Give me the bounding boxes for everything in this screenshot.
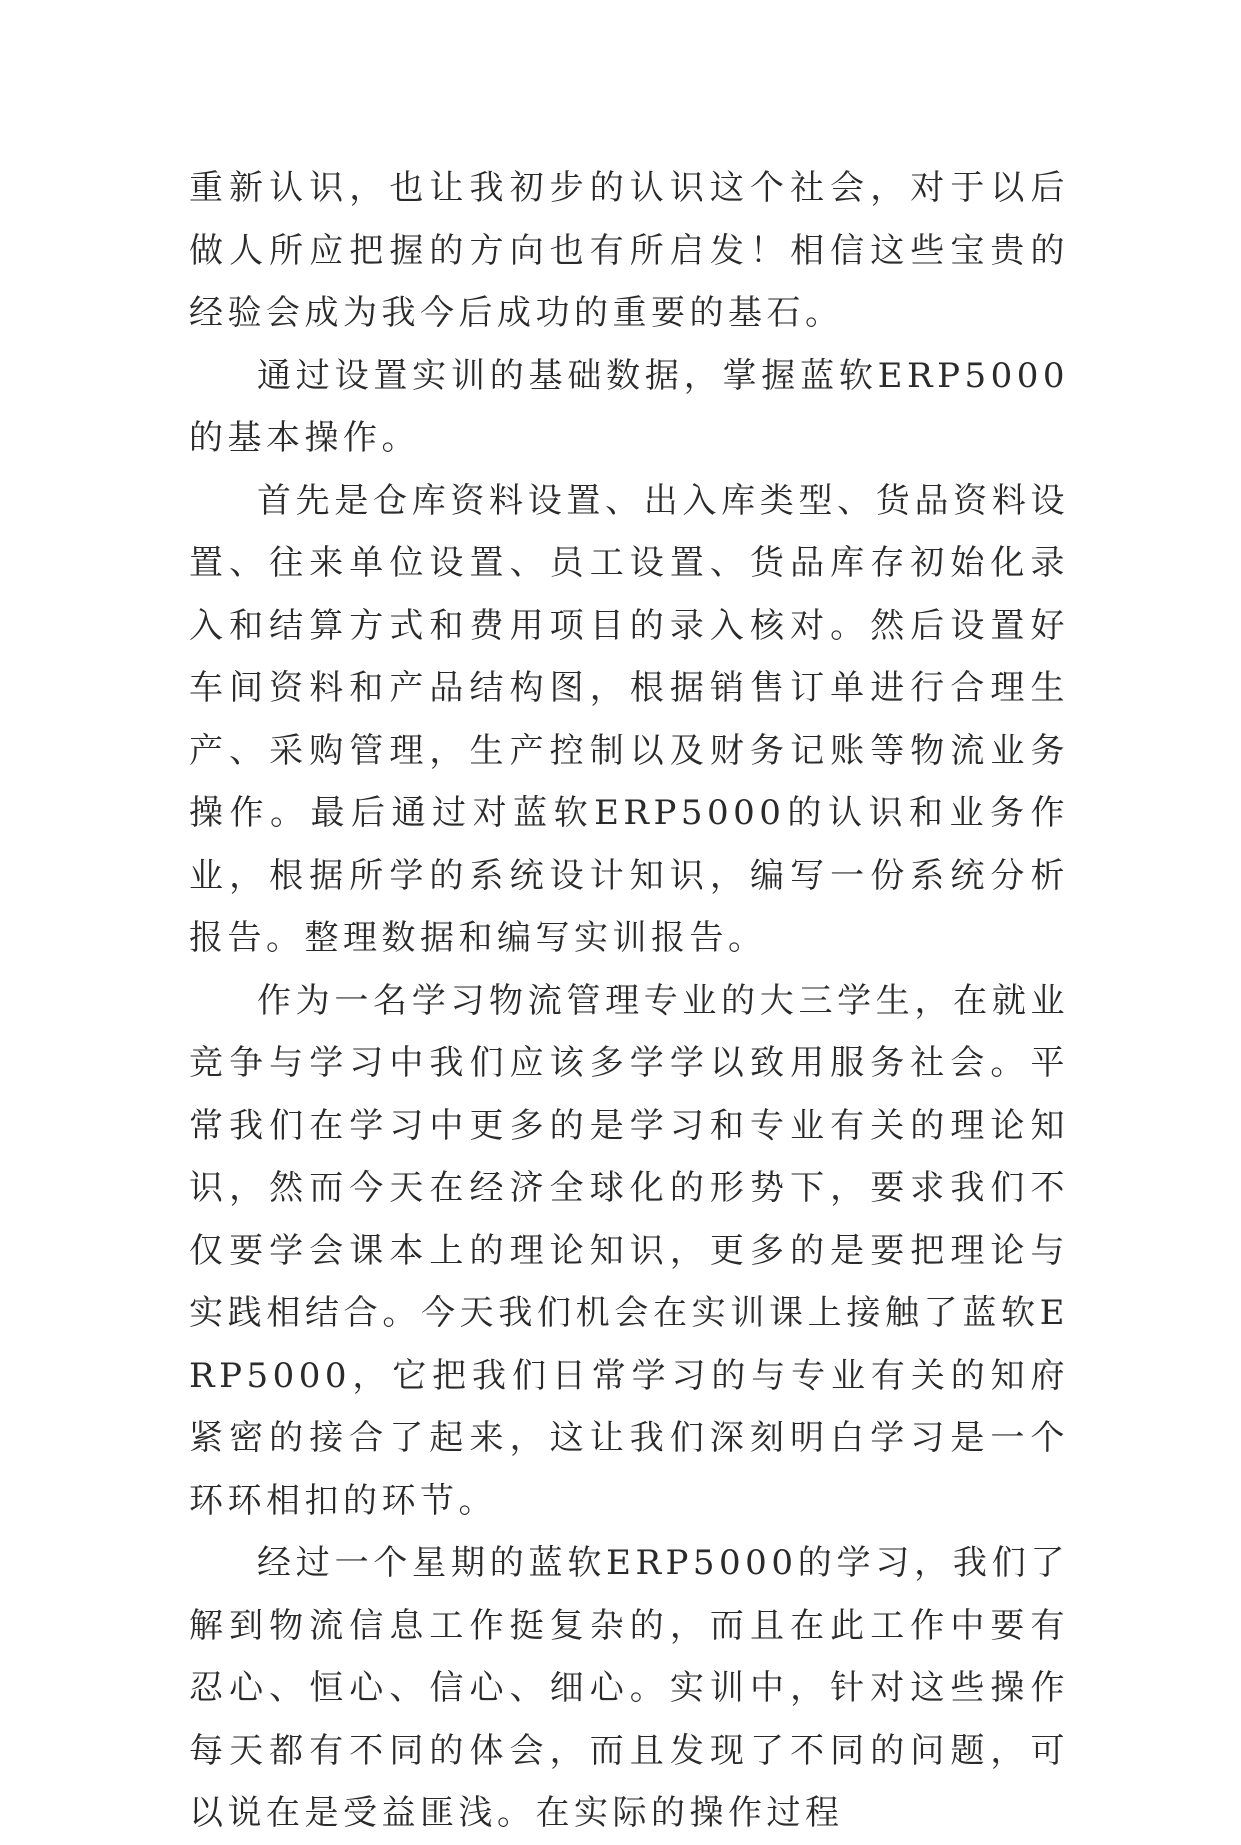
paragraph-continued: 重新认识，也让我初步的认识这个社会，对于以后做人所应把握的方向也有所启发！相信这些宝贵的经验会成为我今后成功的重要的基石。 <box>189 168 1069 333</box>
paragraph-setup-steps: 首先是仓库资料设置、出入库类型、货品资料设置、往来单位设置、员工设置、货品库存初始化录入和结算方式和费用项目的录入核对。然后设置好车间资料和产品结构图，根据销售订单进行合理生产、采购管理，生产控制以及财务记账等物流业务操作。最后通过对蓝软ERP5000的认识和业务作业，根据所学的系统设计知识，编写一份系统分析报告。整理数据和编写实训报告。 <box>189 480 1069 958</box>
paragraph-basic-data: 通过设置实训的基础数据，掌握蓝软ERP5000的基本操作。 <box>189 355 1069 458</box>
paragraph-student-reflection: 作为一名学习物流管理专业的大三学生，在就业竞争与学习中我们应该多学学以致用服务社会。平常我们在学习中更多的是学习和专业有关的理论知识，然而今天在经济全球化的形势下，要求我们不仅要学会课本上的理论知识，更多的是要把理论与实践相结合。今天我们机会在实训课上接触了蓝软ERP5000，它把我们日常学习的与专业有关的知府紧密的接合了起来，这让我们深刻明白学习是一个环环相扣的环节。 <box>189 980 1069 1521</box>
document-body <box>189 157 1069 1845</box>
paragraph-week-summary: 经过一个星期的蓝软ERP5000的学习，我们了解到物流信息工作挺复杂的，而且在此工作中要有忍心、恒心、信心、细心。实训中，针对这些操作每天都有不同的体会，而且发现了不同的问题，可以说在是受益匪浅。在实际的操作过程 <box>189 1543 1069 1833</box>
